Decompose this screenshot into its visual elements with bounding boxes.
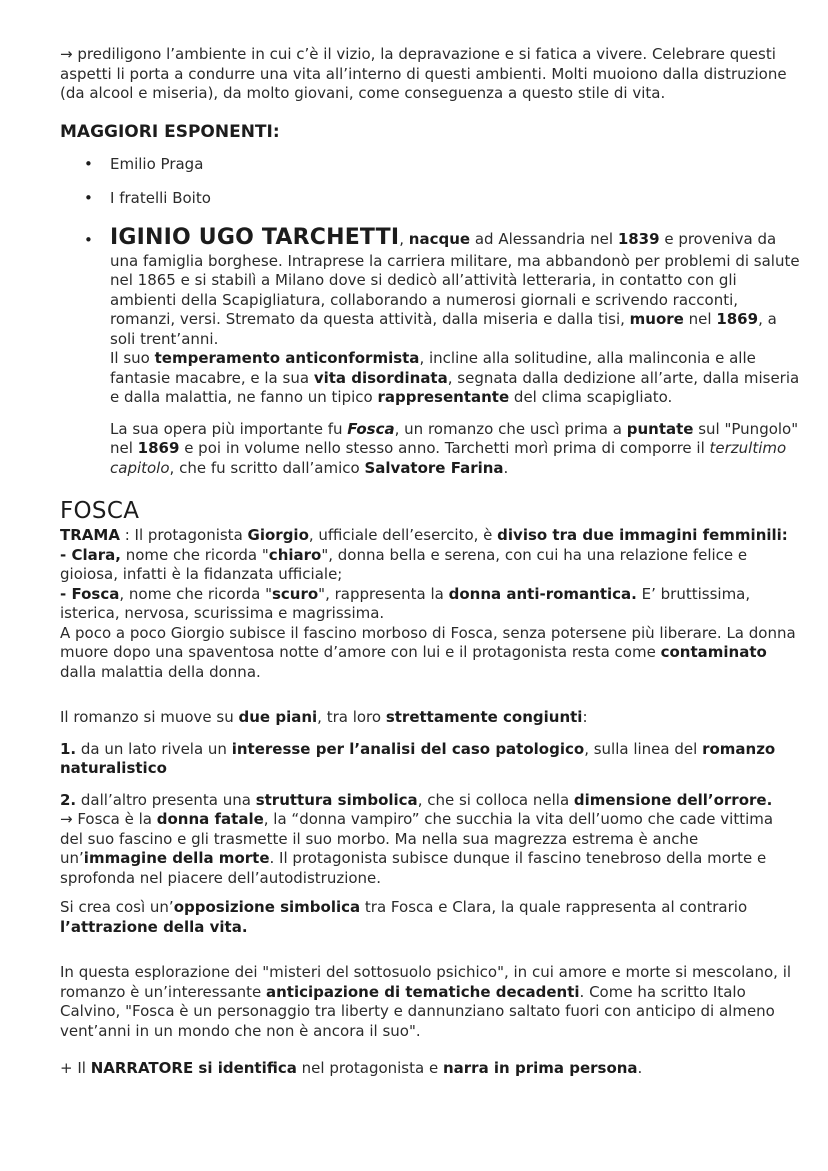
- tarchetti-temperament-paragraph: Il suo temperamento anticonformista, incline alla solitudine, alla malinconia e alle fantasie macabre, e la sua vita disordinata, segnata dalla dedizione all’arte, dalla miseria e dalla malattia, ne fanno un tipico rappresentante del clima scapigliato.: [110, 349, 800, 406]
- point-two-paragraph: 2. dall’altro presenta una struttura simbolica, che si colloca nella dimensione dell’orrore.: [60, 790, 773, 809]
- list-item-tarchetti: [60, 224, 800, 479]
- bullet-icon: •: [84, 189, 93, 207]
- exponents-list: [60, 155, 800, 479]
- section-title-fosca: FOSCA: [60, 498, 140, 524]
- plot-paragraph: A poco a poco Giorgio subisce il fascino morboso di Fosca, senza potersene più liberare. La donna muore dopo una spaventosa notte d’amore con lui e il protagonista resta come contaminato dalla malattia della donna.: [60, 623, 796, 681]
- narrator-paragraph: + Il NARRATORE si identifica nel protagonista e narra in prima persona.: [60, 1059, 643, 1077]
- point-one-paragraph: 1. da un lato rivela un interesse per l’analisi del caso patologico, sulla linea del romanzo naturalistico: [60, 739, 776, 777]
- tarchetti-work-paragraph: La sua opera più importante fu Fosca, un romanzo che uscì prima a puntate sul "Pungolo" nel 1869 e poi in volume nello stesso anno. Tarchetti morì prima di comporre il terzultimo capitolo, che fu scritto dall’amico Salvatore Farina.: [110, 419, 799, 477]
- author-name: IGINIO UGO TARCHETTI: [110, 224, 400, 250]
- calvino-paragraph: In questa esplorazione dei "misteri del sottosuolo psichico", in cui amore e morte si mescolano, il romanzo è un’interessante anticipazione di tematiche decadenti. Come ha scritto Italo Calvino, "Fosca è un personaggio tra liberty e dannunziano saltato fuori con anticipo di almeno vent’anni in un mondo che non è ancora il suo".: [60, 963, 792, 1040]
- document-page: [60, 45, 800, 1079]
- arrow-icon: →: [60, 45, 73, 63]
- tarchetti-bio-paragraph: IGINIO UGO TARCHETTI, nacque ad Alessandria nel 1839 e proveniva da una famiglia borghese. Intraprese la carriera militare, ma abbandonò per problemi di salute nel 1865 e si stabilì a Milano dove si dedicò all’attività letteraria, in contatto con gli ambienti della Scapigliatura, collaborando a numerosi giornali e scrivendo racconti, romanzi, versi. Stremato da questa attività, dalla miseria e dalla tisi, muore nel 1869, a soli trent’anni.: [110, 224, 800, 348]
- list-item: [60, 189, 800, 209]
- exponent-name: I fratelli Boito: [110, 189, 211, 207]
- bullet-icon: •: [84, 154, 93, 173]
- piani-paragraph: Il romanzo si muove su due piani, tra loro strettamente congiunti:: [60, 708, 588, 726]
- list-item: [60, 155, 800, 175]
- exponents-heading: MAGGIORI ESPONENTI:: [60, 121, 280, 142]
- intro-paragraph: → prediligono l’ambiente in cui c’è il vizio, la depravazione e si fatica a vivere. Celebrare questi aspetti li porta a condurre una vita all’interno di questi ambienti. Molti muoiono dalla distruzione (da alcool e miseria), da molto giovani, come conseguenza a questo stile di vita.: [60, 45, 787, 102]
- trama-paragraph: TRAMA : Il protagonista Giorgio, ufficiale dell’esercito, è diviso tra due immagini femminili:: [60, 526, 788, 544]
- vampire-paragraph: → Fosca è la donna fatale, la “donna vampiro” che succhia la vita dell’uomo che cade vittima del suo fascino e gli trasmette il suo morbo. Ma nella sua magrezza estrema è anche un’immagine della morte. Il protagonista subisce dunque il fascino tenebroso della morte e sprofonda nel piacere dell’autodistruzione.: [60, 810, 774, 887]
- clara-paragraph: - Clara, nome che ricorda "chiaro", donna bella e serena, con cui ha una relazione felice e gioiosa, infatti è la fidanzata ufficiale;: [60, 545, 748, 583]
- fosca-paragraph: - Fosca, nome che ricorda "scuro", rappresenta la donna anti-romantica. E’ bruttissima, isterica, nervosa, scurissima e magrissima.: [60, 584, 751, 622]
- bullet-icon: •: [84, 230, 93, 249]
- opposition-paragraph: Si crea così un’opposizione simbolica tra Fosca e Clara, la quale rappresenta al contrario l’attrazione della vita.: [60, 898, 748, 936]
- exponent-name: Emilio Praga: [110, 154, 204, 173]
